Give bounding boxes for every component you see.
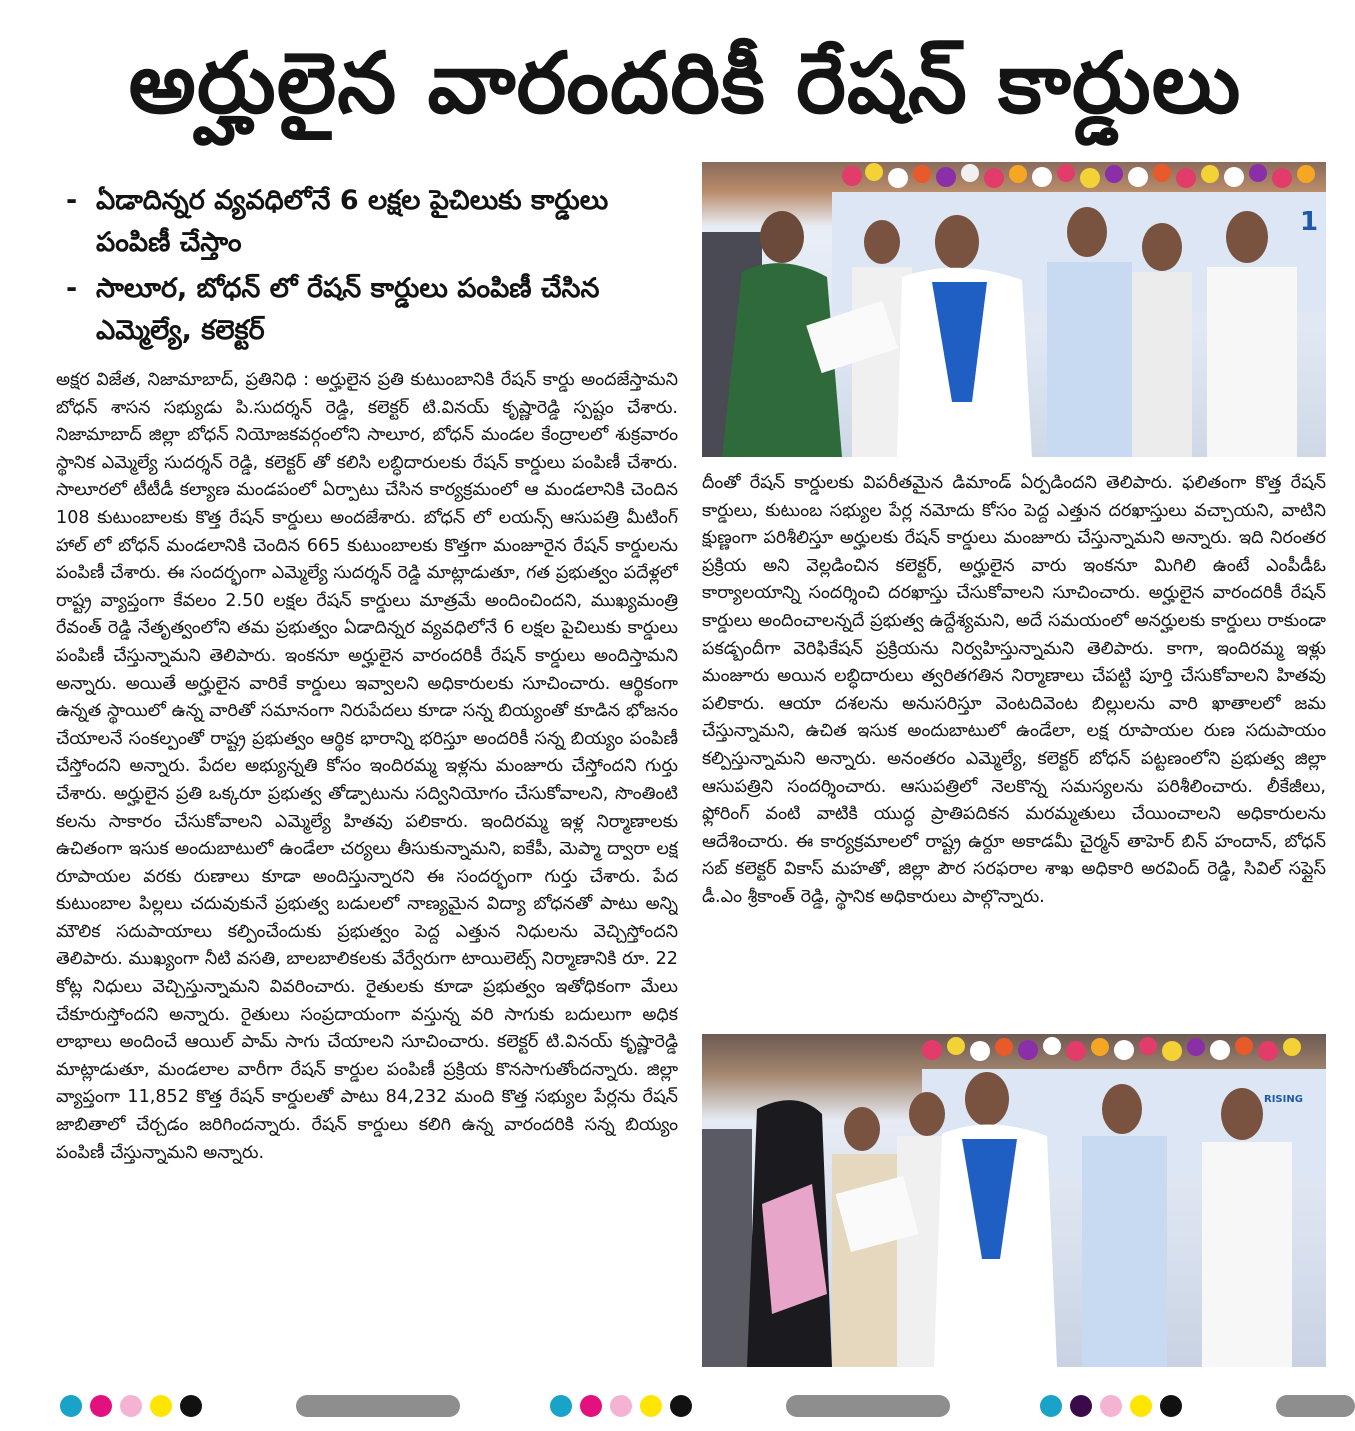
registration-dot-magenta	[90, 1395, 112, 1417]
registration-dot-cyan	[550, 1395, 572, 1417]
registration-bar	[1276, 1395, 1355, 1417]
registration-bar	[296, 1395, 460, 1417]
photo-ration-card-distribution-bodhan	[702, 1034, 1326, 1367]
registration-dot-yellow	[1130, 1395, 1152, 1417]
registration-dot-purple	[1070, 1395, 1092, 1417]
registration-dot-black	[670, 1395, 692, 1417]
registration-bar	[786, 1395, 950, 1417]
registration-dot-pink	[120, 1395, 142, 1417]
banner-badge: 1	[1300, 207, 1319, 237]
registration-dot-cyan	[1040, 1395, 1062, 1417]
banner-text: RISING	[1264, 1094, 1303, 1105]
print-registration-marks	[0, 1388, 1355, 1428]
highlight-text: సాలూర, బోధన్ లో రేషన్ కార్డులు పంపిణీ చేసిన ఎమ్మెల్యే, కలెక్టర్	[96, 273, 600, 346]
registration-dot-cyan	[60, 1395, 82, 1417]
highlights	[66, 180, 676, 356]
bullet-marker: -	[66, 185, 78, 216]
highlight-item	[66, 180, 676, 264]
photo-ration-card-distribution-salura	[702, 162, 1326, 457]
article-body-left: అక్షర విజేత, నిజామాబాద్, ప్రతినిధి : అర్హులైన ప్రతి కుటుంబానికి రేషన్ కార్డు అందజేస్తామని బోధన్ శాసన సభ్యుడు పి.సుదర్శన్ రెడ్డి, కలెక్టర్ టి.వినయ్ కృష్ణారెడ్డి స్పష్టం చేశారు. నిజామాబాద్ జిల్లా బోధన్ నియోజకవర్గంలోని సాలూర, బోధన్ మండల కేంద్రాలలో శుక్రవారం స్థానిక ఎమ్మెల్యే సుదర్శన్ రెడ్డి, కలెక్టర్ తో కలిసి లబ్ధిదారులకు రేషన్ కార్డులు పంపిణీ చేశారు. సాలూరలో టీటీడీ కల్యాణ మండపంలో ఏర్పాటు చేసిన కార్యక్రమంలో ఆ మండలానికి చెందిన 108 కుటుంబాలకు కొత్త రేషన్ కార్డులు అందజేశారు. బోధన్ లో లయన్స్ ఆసుపత్రి మీటింగ్ హాల్ లో బోధన్ మండలానికి చెందిన 665 కుటుంబాలకు కొత్తగా మంజూరైన రేషన్ కార్డులను పంపిణీ చేశారు. ఈ సందర్భంగా ఎమ్మెల్యే సుదర్శన్ రెడ్డి మాట్లాడుతూ, గత ప్రభుత్వం పదేళ్లలో రాష్ట్ర వ్యాప్తంగా కేవలం 2.50 లక్షల రేషన్ కార్డులు మాత్రమే అందించిందని, ముఖ్యమంత్రి రేవంత్ రెడ్డి నేతృత్వంలోని తమ ప్రభుత్వం ఏడాదిన్నర వ్యవధిలోనే 6 లక్షల పైచిలుకు కార్డులు పంపిణీ చేస్తున్నామని తెలిపారు. ఇంకనూ అర్హులైన వారందరికీ రేషన్ కార్డులు అందిస్తామని అన్నారు. అయితే అర్హులైన వారికే కార్డులు ఇవ్వాలని అధికారులకు సూచించారు. ఆర్థికంగా ఉన్నత స్థాయిలో ఉన్న వారితో సమానంగా నిరుపేదలు కూడా సన్న బియ్యంతో కూడిన భోజనం చేయాలనే సంకల్పంతో రాష్ట్ర ప్రభుత్వం ఆర్థిక భారాన్ని భరిస్తూ అందరికీ సన్న బియ్యం పంపిణీ చేస్తోందని అన్నారు. పేదల అభ్యున్నతి కోసం ఇందిరమ్మ ఇళ్లను మంజూరు చేస్తోందని గుర్తు చేశారు. అర్హులైన ప్రతి ఒక్కరూ ప్రభుత్వ తోడ్పాటును సద్వినియోగం చేసుకోవాలని, సొంతింటి కలను సాకారం చేసుకోవాలని ఎమ్మెల్యే హితవు పలికారు. ఇందిరమ్మ ఇళ్ల నిర్మాణాలకు ఉచితంగా ఇసుక అందుబాటులో ఉండేలా చర్యలు తీసుకున్నామని, ఐకేపీ, మెప్మా ద్వారా లక్ష రూపాయల వరకు రుణాలు కూడా అందిస్తున్నారని ఈ సందర్భంగా గుర్తు చేశారు. పేద కుటుంబాల పిల్లలు చదువుకునే ప్రభుత్వ బడులలో నాణ్యమైన విద్యా బోధనతో పాటు అన్ని మౌలిక సదుపాయాలు కల్పించేందుకు ప్రభుత్వం పెద్ద ఎత్తున నిధులను వెచ్చిస్తోందని తెలిపారు. ముఖ్యంగా నీటి వసతి, బాలబాలికలకు వేర్వేరుగా టాయిలెట్స్ నిర్మాణానికి రూ. 22 కోట్ల నిధులు వెచ్చిస్తున్నామని వివరించారు. రైతులకు కూడా ప్రభుత్వం ఇతోధికంగా మేలు చేకూరుస్తోందని అన్నారు. రైతులు సంప్రదాయంగా వస్తున్న వరి సాగుకు బదులుగా అధిక లాభాలు అందించే ఆయిల్ పామ్ సాగు చేయాలని సూచించారు. కలెక్టర్ టి.వినయ్ కృష్ణారెడ్డి మాట్లాడుతూ, మండలాల వారీగా రేషన్ కార్డుల పంపిణీ ప్రక్రియ కొనసాగుతోందన్నారు. జిల్లా వ్యాప్తంగా 11,852 కొత్త రేషన్ కార్డులతో పాటు 84,232 మంది కొత్త సభ్యుల పేర్లను రేషన్ జాబితాలో చేర్చడం జరిగిందన్నారు. రేషన్ కార్డులు కలిగి ఉన్న వారందరికి సన్న బియ్యం పంపిణీ చేస్తున్నామని అన్నారు.	[56, 370, 678, 1163]
headline: అర్హులైన వారందరికీ రేషన్ కార్డులు	[128, 34, 1242, 132]
photo-scene-top	[702, 162, 1326, 457]
registration-dot-black	[180, 1395, 202, 1417]
registration-dot-magenta	[580, 1395, 602, 1417]
registration-dot-yellow	[640, 1395, 662, 1417]
flower-garland	[922, 1037, 1301, 1061]
bullet-marker: -	[66, 273, 78, 304]
photo-scene-bottom	[702, 1034, 1326, 1367]
registration-dot-black	[1160, 1395, 1182, 1417]
highlight-item	[66, 268, 676, 352]
registration-dot-pink	[610, 1395, 632, 1417]
highlight-text: ఏడాదిన్నర వ్యవధిలోనే 6 లక్షల పైచిలుకు కార్డులు పంపిణీ చేస్తాం	[96, 185, 609, 258]
flower-garland	[842, 163, 1315, 188]
registration-dot-yellow	[150, 1395, 172, 1417]
article-body-right: దీంతో రేషన్ కార్డులకు విపరీతమైన డిమాండ్ ఏర్పడిందని తెలిపారు. ఫలితంగా కొత్త రేషన్ కార్డులు, కుటుంబ సభ్యుల పేర్ల నమోదు కోసం పెద్ద ఎత్తున దరఖాస్తులు వచ్చాయని, వాటిని క్షుణ్ణంగా పరిశీలిస్తూ అర్హులకు రేషన్ కార్డులు మంజూరు చేస్తున్నామని అన్నారు. ఇది నిరంతర ప్రక్రియ అని వెల్లడించిన కలెక్టర్, అర్హులైన వారు ఇంకనూ మిగిలి ఉంటే ఎంపీడీఓ కార్యాలయాన్ని సందర్శించి దరఖాస్తు చేసుకోవాలని సూచించారు. అర్హులైన వారందరికీ రేషన్ కార్డులు అందించాలన్నదే ప్రభుత్వ ఉద్దేశ్యమని, అదే సమయంలో అనర్హులకు కార్డులు రాకుండా పకడ్బందీగా వెరిఫికేషన్ ప్రక్రియను నిర్వహిస్తున్నామని తెలిపారు. కాగా, ఇందిరమ్మ ఇళ్లు మంజూరు అయిన లబ్ధిదారులు త్వరితగతిన నిర్మాణాలు చేపట్టి పూర్తి చేసుకోవాలని హితవు పలికారు. ఆయా దశలను అనుసరిస్తూ వెంటదివెంట బిల్లులను వారి ఖాతాలలో జమ చేస్తున్నామని, ఉచిత ఇసుక అందుబాటులో ఉండేలా, లక్ష రూపాయల రుణ సదుపాయం కల్పిస్తున్నామని అన్నారు. అనంతరం ఎమ్మెల్యే, కలెక్టర్ బోధన్ పట్టణంలోని ప్రభుత్వ జిల్లా ఆసుపత్రిని సందర్శించారు. ఆసుపత్రిలో నెలకొన్న సమస్యలను పరిశీలించారు. లీకేజీలు, ఫ్లోరింగ్ వంటి వాటికి యుద్ధ ప్రాతిపదికన మరమ్మతులు చేయించాలని అధికారులను ఆదేశించారు. ఈ కార్యక్రమాలలో రాష్ట్ర ఉర్దూ అకాడమీ చైర్మన్ తాహెర్ బిన్ హందాన్, బోధన్ సబ్ కలెక్టర్ వికాస్ మహతో, జిల్లా పౌర సరఫరాల శాఖ అధికారి అరవింద్ రెడ్డి, సివిల్ సప్లైస్ డీ.ఎం శ్రీకాంత్ రెడ్డి, స్థానిక అధికారులు పాల్గొన్నారు.	[702, 473, 1326, 907]
registration-dot-pink	[1100, 1395, 1122, 1417]
